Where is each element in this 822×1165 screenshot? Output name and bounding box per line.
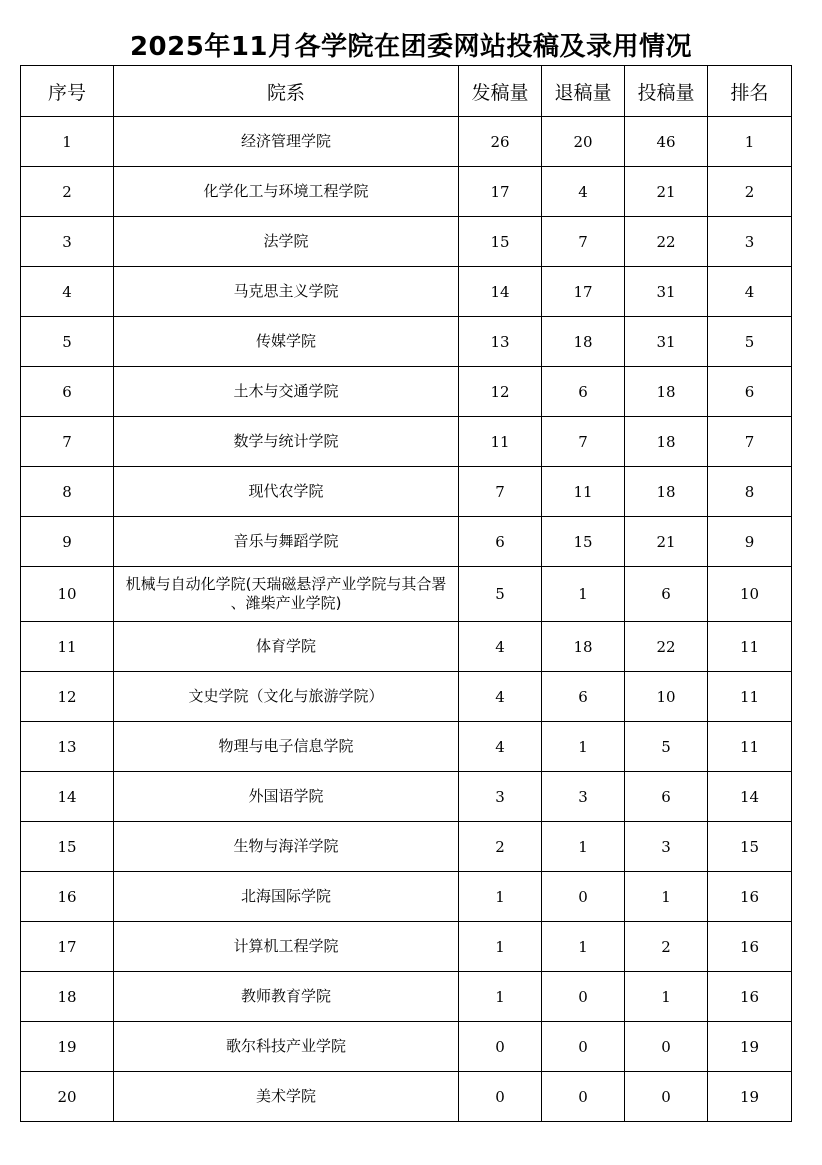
header-published: 发稿量 (459, 66, 542, 117)
header-college: 院系 (114, 66, 459, 117)
cell-index: 13 (21, 722, 114, 772)
table-row (21, 267, 792, 317)
cell-college: 马克思主义学院 (114, 267, 459, 317)
cell-published: 0 (459, 1072, 542, 1122)
cell-college: 法学院 (114, 217, 459, 267)
cell-index: 1 (21, 117, 114, 167)
cell-submitted: 31 (625, 267, 708, 317)
cell-index: 6 (21, 367, 114, 417)
cell-published: 6 (459, 517, 542, 567)
cell-college: 化学化工与环境工程学院 (114, 167, 459, 217)
cell-published: 15 (459, 217, 542, 267)
cell-submitted: 31 (625, 317, 708, 367)
table-row (21, 622, 792, 672)
submission-table (20, 65, 792, 1122)
cell-returned: 0 (542, 872, 625, 922)
table-row (21, 772, 792, 822)
cell-index: 7 (21, 417, 114, 467)
cell-index: 4 (21, 267, 114, 317)
cell-submitted: 18 (625, 467, 708, 517)
cell-published: 12 (459, 367, 542, 417)
cell-index: 3 (21, 217, 114, 267)
cell-submitted: 6 (625, 772, 708, 822)
cell-submitted: 46 (625, 117, 708, 167)
cell-index: 18 (21, 972, 114, 1022)
cell-submitted: 5 (625, 722, 708, 772)
cell-index: 12 (21, 672, 114, 722)
header-rank: 排名 (708, 66, 792, 117)
table-row (21, 1022, 792, 1072)
cell-college: 土木与交通学院 (114, 367, 459, 417)
cell-index: 5 (21, 317, 114, 367)
cell-submitted: 18 (625, 367, 708, 417)
cell-published: 4 (459, 722, 542, 772)
table-row (21, 1072, 792, 1122)
cell-college: 文史学院（文化与旅游学院） (114, 672, 459, 722)
table-body (21, 117, 792, 1122)
cell-rank: 16 (708, 972, 792, 1022)
cell-college: 体育学院 (114, 622, 459, 672)
table-row (21, 672, 792, 722)
cell-submitted: 3 (625, 822, 708, 872)
cell-index: 10 (21, 567, 114, 622)
cell-published: 3 (459, 772, 542, 822)
table-row (21, 417, 792, 467)
cell-index: 19 (21, 1022, 114, 1072)
cell-published: 26 (459, 117, 542, 167)
cell-returned: 7 (542, 417, 625, 467)
cell-published: 5 (459, 567, 542, 622)
cell-returned: 4 (542, 167, 625, 217)
cell-returned: 18 (542, 622, 625, 672)
cell-returned: 17 (542, 267, 625, 317)
cell-published: 7 (459, 467, 542, 517)
cell-published: 0 (459, 1022, 542, 1072)
header-submitted: 投稿量 (625, 66, 708, 117)
cell-returned: 20 (542, 117, 625, 167)
table-row (21, 217, 792, 267)
cell-submitted: 2 (625, 922, 708, 972)
table-row (21, 872, 792, 922)
cell-submitted: 21 (625, 167, 708, 217)
cell-submitted: 21 (625, 517, 708, 567)
cell-rank: 16 (708, 922, 792, 972)
cell-rank: 11 (708, 622, 792, 672)
cell-college: 美术学院 (114, 1072, 459, 1122)
cell-rank: 14 (708, 772, 792, 822)
cell-rank: 4 (708, 267, 792, 317)
cell-college: 北海国际学院 (114, 872, 459, 922)
cell-returned: 0 (542, 1022, 625, 1072)
cell-rank: 11 (708, 722, 792, 772)
cell-returned: 1 (542, 922, 625, 972)
cell-published: 1 (459, 972, 542, 1022)
cell-index: 2 (21, 167, 114, 217)
cell-index: 20 (21, 1072, 114, 1122)
cell-returned: 1 (542, 722, 625, 772)
cell-submitted: 18 (625, 417, 708, 467)
cell-index: 11 (21, 622, 114, 672)
cell-published: 13 (459, 317, 542, 367)
cell-published: 1 (459, 922, 542, 972)
table-row (21, 467, 792, 517)
cell-rank: 11 (708, 672, 792, 722)
cell-returned: 0 (542, 972, 625, 1022)
cell-index: 17 (21, 922, 114, 972)
cell-submitted: 6 (625, 567, 708, 622)
cell-submitted: 10 (625, 672, 708, 722)
cell-published: 14 (459, 267, 542, 317)
cell-college: 外国语学院 (114, 772, 459, 822)
cell-published: 4 (459, 672, 542, 722)
cell-rank: 19 (708, 1072, 792, 1122)
header-returned: 退稿量 (542, 66, 625, 117)
table-row (21, 567, 792, 622)
cell-returned: 6 (542, 367, 625, 417)
cell-submitted: 22 (625, 217, 708, 267)
cell-rank: 7 (708, 417, 792, 467)
cell-returned: 1 (542, 567, 625, 622)
cell-rank: 19 (708, 1022, 792, 1072)
cell-college: 计算机工程学院 (114, 922, 459, 972)
cell-rank: 1 (708, 117, 792, 167)
cell-submitted: 0 (625, 1022, 708, 1072)
cell-rank: 6 (708, 367, 792, 417)
cell-returned: 11 (542, 467, 625, 517)
cell-rank: 2 (708, 167, 792, 217)
cell-college: 数学与统计学院 (114, 417, 459, 467)
cell-rank: 3 (708, 217, 792, 267)
cell-returned: 0 (542, 1072, 625, 1122)
cell-rank: 15 (708, 822, 792, 872)
cell-rank: 10 (708, 567, 792, 622)
cell-published: 11 (459, 417, 542, 467)
header-index: 序号 (21, 66, 114, 117)
cell-submitted: 1 (625, 872, 708, 922)
cell-published: 4 (459, 622, 542, 672)
cell-published: 17 (459, 167, 542, 217)
cell-index: 8 (21, 467, 114, 517)
cell-returned: 3 (542, 772, 625, 822)
cell-college: 生物与海洋学院 (114, 822, 459, 872)
cell-submitted: 1 (625, 972, 708, 1022)
table-row (21, 517, 792, 567)
cell-college: 音乐与舞蹈学院 (114, 517, 459, 567)
cell-returned: 18 (542, 317, 625, 367)
cell-index: 16 (21, 872, 114, 922)
table-header-row (21, 66, 792, 117)
cell-published: 2 (459, 822, 542, 872)
cell-rank: 5 (708, 317, 792, 367)
cell-rank: 8 (708, 467, 792, 517)
cell-college: 歌尔科技产业学院 (114, 1022, 459, 1072)
cell-returned: 6 (542, 672, 625, 722)
table-row (21, 922, 792, 972)
cell-rank: 9 (708, 517, 792, 567)
cell-submitted: 22 (625, 622, 708, 672)
cell-returned: 15 (542, 517, 625, 567)
cell-rank: 16 (708, 872, 792, 922)
cell-published: 1 (459, 872, 542, 922)
cell-returned: 7 (542, 217, 625, 267)
table-row (21, 367, 792, 417)
cell-index: 14 (21, 772, 114, 822)
table-row (21, 167, 792, 217)
cell-college: 传媒学院 (114, 317, 459, 367)
cell-college: 现代农学院 (114, 467, 459, 517)
cell-college: 教师教育学院 (114, 972, 459, 1022)
page-title: 2025年11月各学院在团委网站投稿及录用情况 (129, 32, 693, 62)
table-row (21, 117, 792, 167)
table-row (21, 822, 792, 872)
cell-submitted: 0 (625, 1072, 708, 1122)
cell-college: 物理与电子信息学院 (114, 722, 459, 772)
cell-returned: 1 (542, 822, 625, 872)
cell-college: 经济管理学院 (114, 117, 459, 167)
cell-index: 15 (21, 822, 114, 872)
cell-index: 9 (21, 517, 114, 567)
table-row (21, 972, 792, 1022)
table-row (21, 317, 792, 367)
table-row (21, 722, 792, 772)
cell-college: 机械与自动化学院(天瑞磁悬浮产业学院与其合署 、潍柴产业学院) (114, 567, 459, 622)
